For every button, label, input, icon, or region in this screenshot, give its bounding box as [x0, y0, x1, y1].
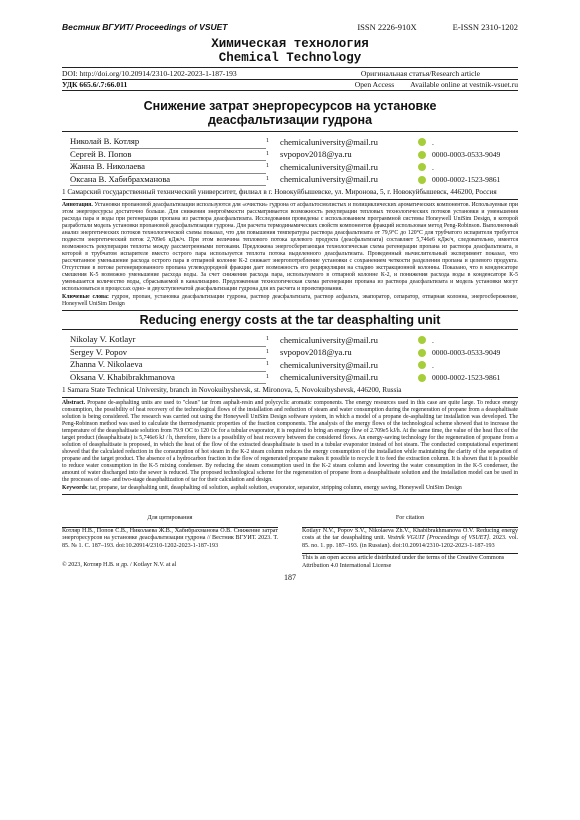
- article-page: [62, 22, 518, 582]
- author-email[interactable]: svpopov2018@ya.ru: [280, 347, 352, 357]
- keywords-label: Keywords: [62, 485, 88, 491]
- orcid-id[interactable]: .: [432, 162, 434, 172]
- citation-ru: [62, 515, 278, 550]
- keywords-text: гудрон, пропан, установка деасфальтизации гудрона, раствор деасфальтизата, раствор асфальта, эвапоратор, сепаратор, отпарная колонна, энергосбережение, Honeywell UniSim Design: [62, 294, 518, 307]
- orcid-icon[interactable]: [418, 361, 426, 369]
- author-name: Nikolay V. Kotlayr: [70, 334, 266, 347]
- affiliation-ru: 1 Самарский государственный технический университет, филиал в г. Новокуйбышевске, ул. Миронова, 5, г. Новокуйбышевск, 446200, Россия: [62, 188, 497, 196]
- orcid-id[interactable]: .: [432, 360, 434, 370]
- orcid-id[interactable]: 0000-0002-1523-9861: [432, 175, 501, 184]
- author-row: [70, 174, 518, 187]
- abstract-label: Аннотация.: [62, 202, 93, 208]
- abstract-label: Abstract.: [62, 400, 86, 406]
- author-email[interactable]: chemicaluniversity@mail.ru: [280, 359, 378, 370]
- author-affiliation-sup: 1: [266, 138, 269, 144]
- author-affiliation-sup: 1: [266, 163, 269, 169]
- affiliation-en: 1 Samara State Technical University, branch in Novokuibyshevsk, st. Mironova, 5, Novokuibyshevsk, 446200, Russia: [62, 386, 402, 394]
- author-email[interactable]: chemicaluniversity@mail.ru: [280, 372, 378, 382]
- orcid-icon[interactable]: [418, 176, 426, 184]
- author-name: Oksana V. Khabibrakhmanova: [70, 372, 266, 385]
- author-name: Жанна В. Николаева: [70, 161, 266, 174]
- author-row: [70, 372, 518, 385]
- author-name: Николай В. Котляр: [70, 136, 266, 149]
- citation-en-part2: . 2023. vol. 85. no. 1. pp. 187–193. (in Russian). doi:10.20914/2310-1202-2023-1-187-193: [302, 535, 519, 549]
- citation-en: [302, 515, 518, 550]
- title-ru: [62, 99, 518, 127]
- author-affiliation-sup: 1: [266, 361, 269, 367]
- citation-en-part1: Kotlayr N.V., Popov S.V., Nikolaeva Zh.V., Khabibrakhmanova O.V. Reducing energy costs at the tar deasphalting unit.: [302, 527, 518, 542]
- keywords-ru: [62, 294, 518, 308]
- online-link[interactable]: Available online at vestnik-vsuet.ru: [410, 80, 518, 89]
- author-row: [70, 359, 518, 372]
- doi-link[interactable]: DOI: http://doi.org/10.20914/2310-1202-2023-1-187-193: [62, 69, 237, 78]
- section-title-ru: Химическая технология: [211, 37, 369, 51]
- abstract-ru: [62, 202, 518, 293]
- journal-header: [62, 22, 518, 34]
- orcid-icon[interactable]: [418, 349, 426, 357]
- author-affiliation-sup: 1: [266, 150, 269, 157]
- author-affiliation-sup: 1: [266, 348, 269, 355]
- orcid-id[interactable]: 0000-0003-0533-9049: [432, 150, 501, 159]
- citation-ru-text: Котляр Н.В., Попов С.В., Николаева Ж.В., Хабибрахманова О.В. Снижение затрат энергоресурсов на установке деасфальтизации гудрона // Вестник ВГУИТ. 2023. Т. 85. № 1. С. 187–193. doi:10.20914/2310-1202-2023-1-187-193: [62, 527, 278, 549]
- author-row: [70, 136, 518, 149]
- keywords-en: [62, 485, 518, 492]
- abstract-en: [62, 400, 518, 484]
- citation-en-text: [302, 528, 518, 551]
- authors-en: [70, 334, 518, 384]
- author-affiliation-sup: 1: [266, 175, 269, 182]
- license[interactable]: This is an open access article distributed under the terms of the Creative Commons Attribution 4.0 International License: [302, 553, 518, 570]
- citation-ru-heading: Для цитирования: [147, 515, 193, 521]
- footer: [62, 553, 518, 570]
- author-row: [70, 347, 518, 360]
- author-row: [70, 161, 518, 174]
- section-title-en: Chemical Technology: [218, 51, 362, 65]
- orcid-id[interactable]: 0000-0003-0533-9049: [432, 348, 501, 357]
- open-access: Open Access: [354, 80, 395, 89]
- author-email[interactable]: svpopov2018@ya.ru: [280, 149, 352, 159]
- author-name: Оксана В. Хабибрахманова: [70, 174, 266, 187]
- abstract-text: Propane de-asphalting units are used to "clean" tar from asphalt-resin and polycyclic aromatic components. The energy resources used in this case are quite large. To reduce energy consumption, the possibility of heat recovery of the technological flows of the installation and reduction of steam and water consumption during the regeneration of propane from a deasphaltisate solution is being considered. The research was carried out using the Honeywell UniSim Design software system, in which a model of a propane de-asphalting tar installation was developed. The Peng-Robinson method was used to calculate the thermodynamic properties of the fraction components. The analysis of the energy flows of the technological scheme showed that to increase the temperature of the deasphaltisate solution from 79.9 OC to 120 Oc for a tubular evaporator, it is required to bring an energy flow of 2.709e5 kJ/h. At the same time, the value of the heat flux of the target product (deasphaltisate) is 5,746e6 kJ / h, therefore, there is a possibility of heat recovery between the considered flows. An energy-saving technology for the regeneration of propane from a solution of deasphaltisate is proposed, in which the heat of the flow of the extracted deasphaltisate is used in a tubular evaporator instead of hot steam. The conducted computational experiment showed that the calculated reduction in the consumption of hot steam in the K-2 steam column reduces the energy consumption of the installation while maintaining the clarity of the separation of propane and the target product. The absence of a hydrocarbon fraction in the flow of regenerated propane makes it possible to recycle it to feed the extraction column. It is shown that it is possible to reduce water consumption in the K-5 mixing condenser. By reducing the steam consumption used in the K-2 steam column and lowering the water consumption in the K-5 condenser, the amount of water discharged into the sewer is reduced. The proposed technological scheme for the regeneration of propane from a deasphaltisate solution and the installation model can be used in the processes of one- and two-stage deasphaltization of tar for their calculation and design.: [62, 400, 518, 483]
- author-row: [70, 334, 518, 347]
- authors-ru: [70, 136, 518, 186]
- author-row: [70, 149, 518, 162]
- orcid-icon[interactable]: [418, 151, 426, 159]
- udk: УДК 665.6/.7:66.011: [62, 80, 128, 89]
- author-email[interactable]: chemicaluniversity@mail.ru: [280, 174, 378, 184]
- udk-row: [62, 80, 518, 90]
- doi-row: [62, 69, 518, 79]
- keywords-text: : tar, propane, tar deasphalting unit, deasphalting oil solution, asphalt solution, evaporator, separator, stripping column, energy saving, Honeywell UniSim Design: [87, 485, 462, 491]
- citation-en-heading: For citation: [395, 515, 425, 521]
- orcid-icon[interactable]: [418, 336, 426, 344]
- title-en: Reducing energy costs at the tar deasphalting unit: [139, 313, 441, 327]
- orcid-id[interactable]: 0000-0002-1523-9861: [432, 373, 501, 382]
- citation-en-journal: Vestnik VGUIT [Proceedings of VSUET]: [387, 535, 490, 542]
- author-name: Sergey V. Popov: [70, 347, 266, 360]
- orcid-icon[interactable]: [418, 163, 426, 171]
- eissn: E-ISSN 2310-1202: [452, 22, 518, 32]
- page-number: 187: [284, 572, 296, 582]
- journal-name: Вестник ВГУИТ/ Proceedings of VSUET: [62, 22, 228, 32]
- orcid-icon[interactable]: [418, 374, 426, 382]
- orcid-icon[interactable]: [418, 138, 426, 146]
- citation-block: [62, 515, 518, 550]
- author-affiliation-sup: 1: [266, 373, 269, 380]
- article-type: Оригинальная статья/Research article: [360, 69, 480, 78]
- abstract-text: Установки пропановой деасфальтизации используются для «очистки» гудрона от асфальтосмолистых и полициклических ароматических компонентов. Используемые при этом энергоресурсы достаточно больше. Для снижения энергоёмкости рассматривается возможность рекуперации тепловых технологических потоков установки и уменьшения расхода пара и воды при регенерации пропана из раствора деасфальтизата. Исследования проведены с использованием программной системы Honeywell UniSim Design, в которой разработали модель установки пропановой деасфальтизации гудрона. Для расчета термодинамических свойств компонентов фракций использован метод Peng-Robinson. Выполненный анализ энергетических потоков технологической схемы показал, что для повышения температуры раствора деасфальтизата от 79,9°С до 120°С для трубчатого испарителя требуется подвести энергетический поток 2,709е6 кДж/ч. При этом величина теплового потока целевого продукта (деасфальтизата) составляет 5,746е6 кДж/ч, следовательно, имеется возможность рекуперации теплоты между рассмотренными потоками. Предложена энергосберегающая технологическая схема регенерации пропана из раствора деасфальтизата, в которой в трубчатом испарителе вместо острого пара используется теплота потока выделенного деасфальтизата. Проведенный вычислительный эксперимент показал, что рассчитанное уменьшение расхода острого пара в отпарной колонне К-2 снижает энергопотребление установки с сохранением четкости разделения пропана и целевого продукта. Отсутствие в потоке регенерированного пропана углеводородной фракции дает возможность его рециркуляции на стадию экстракционной колонны. Показано, что в конденсаторе смешения К-5 возможно уменьшение расхода воды. За счет снижения расхода пара, используемого в отпарной колонне К-2, и понижения расхода воды в конденсаторе К-5 уменьшается количество воды, сбрасываемой в канализацию. Предложенная технологическая схема регенерации пропана из раствора деасфальтизата и модель установки могут использоваться в процессах одно- и двухступенчатой деасфальтизации гудрона для их расчета и проектирования.: [62, 202, 518, 292]
- orcid-id[interactable]: .: [432, 137, 434, 147]
- author-name: Zhanna V. Nikolaeva: [70, 359, 266, 372]
- keywords-label: Ключевые слова:: [62, 294, 109, 300]
- author-affiliation-sup: 1: [266, 336, 269, 342]
- author-email[interactable]: chemicaluniversity@mail.ru: [280, 334, 378, 345]
- author-email[interactable]: chemicaluniversity@mail.ru: [280, 136, 378, 147]
- issn: ISSN 2226-910X: [357, 22, 417, 32]
- copyright: © 2023, Котляр Н.В. и др. / Kotlayr N.V. at al: [62, 562, 177, 569]
- author-name: Сергей В. Попов: [70, 149, 266, 162]
- author-email[interactable]: chemicaluniversity@mail.ru: [280, 161, 378, 172]
- title-ru-line1: Снижение затрат энергоресурсов на установке: [143, 99, 437, 113]
- title-ru-line2: деасфальтизации гудрона: [207, 113, 373, 127]
- orcid-id[interactable]: .: [432, 335, 434, 345]
